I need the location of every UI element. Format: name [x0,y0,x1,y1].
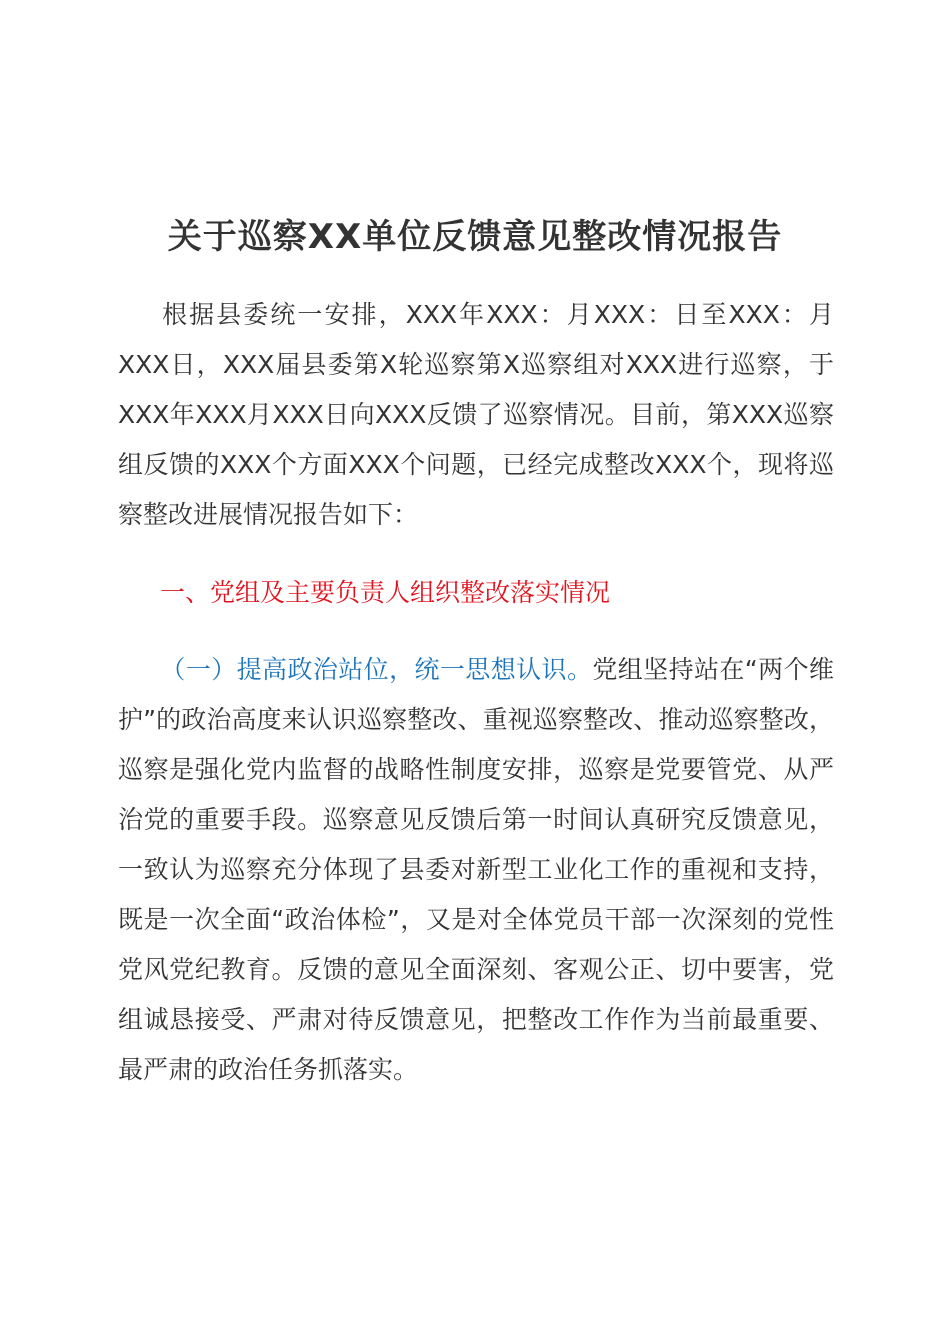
subsection-heading: （一）提高政治站位，统一思想认识。 [160,655,593,684]
section-heading: 一、党组及主要负责人组织整改落实情况 [160,578,611,607]
subsection-body: 党组坚持站在“两个维护”的政治高度来认识巡察整改、重视巡察整改、推动巡察整改，巡察是强化党内监督的战略性制度安排，巡察是党要管党、从严治党的重要手段。巡察意见反馈后第一时间认真研究反馈意见，一致认为巡察充分体现了县委对新型工业化工作的重视和支持，既是一次全面“政治体检”，又是对全体党员干部一次深刻的党性党风党纪教育。反馈的意见全面深刻、客观公正、切中要害，党组诚恳接受、严肃对待反馈意见，把整改工作作为当前最重要、最严肃的政治任务抓落实。 [118,655,834,1084]
document-title: 关于巡察XX单位反馈意见整改情况报告 [167,217,783,257]
intro-paragraph [118,290,834,540]
intro-text: 根据县委统一安排，XXX年XXX：月XXX：日至XXX：月XXX日，XXX届县委第X轮巡察第X巡察组对XXX进行巡察，于XXX年XXX月XXX日向XXX反馈了巡察情况。目前，第XXX巡察组反馈的XXX个方面XXX个问题，已经完成整改XXX个，现将巡察整改进展情况报告如下： [118,300,834,529]
subsection-paragraph [118,645,834,1095]
